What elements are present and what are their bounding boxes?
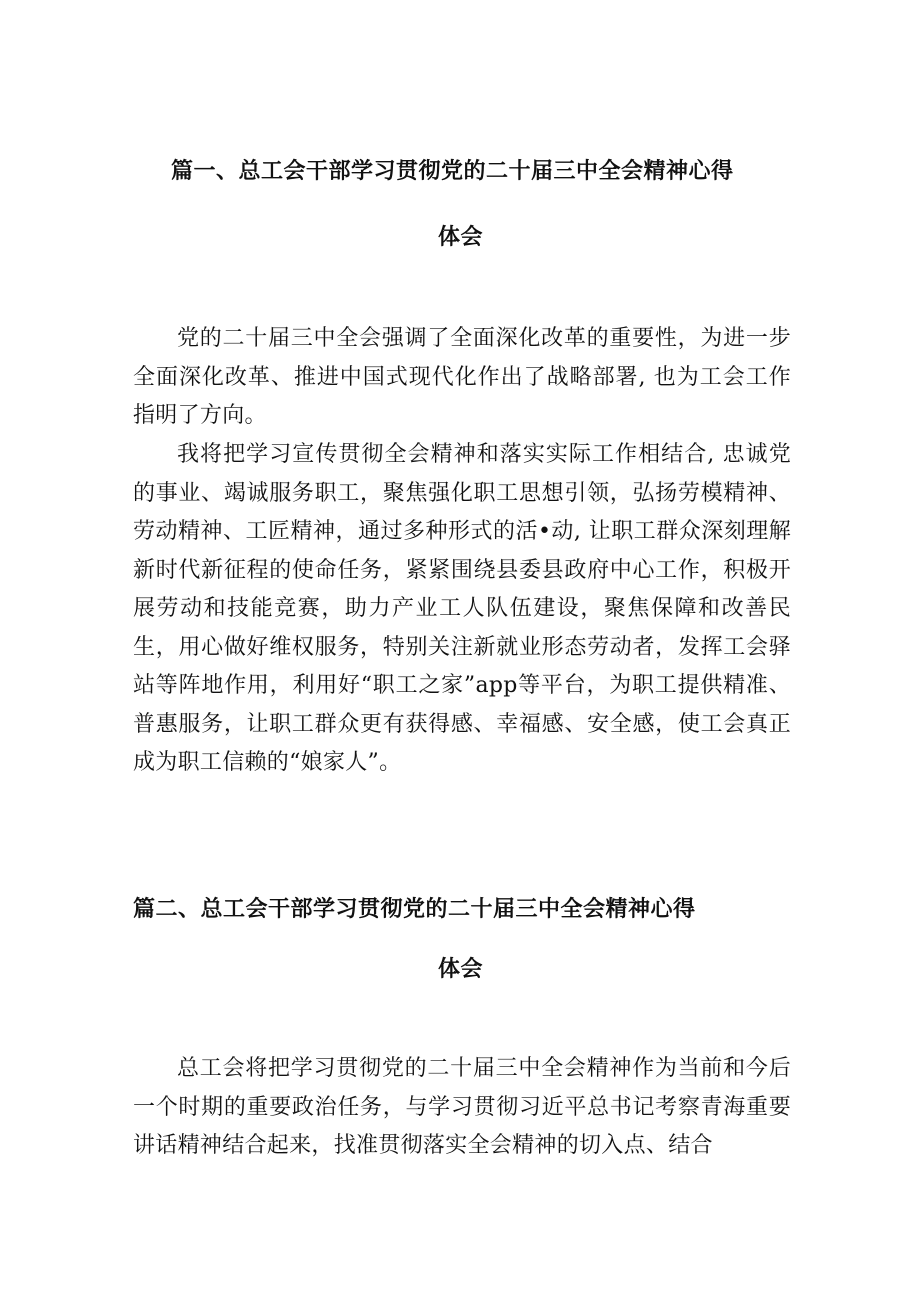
section-1-paragraph-2: 我将把学习宣传贯彻全会精神和落实实际工作相结合, 忠诚党的事业、竭诚服务职工，聚焦强化职工思想引领，弘扬劳模精神、劳动精神、工匠精神，通过多种形式的活•动, 让职工群众深刻理解新时代新征程的使命任务，紧紧围绕县委县政府中心工作，积极开展劳动和技能竞赛，助力产业工人队伍建设，聚焦保障和改善民生，用心做好维权服务，特别关注新就业形态劳动者，发挥工会驿站等阵地作用，利用好“职工之家”app等平台，为职工提供精准、普惠服务，让职工群众更有获得感、幸福感、安全感，使工会真正成为职工信赖的“娘家人”。 xyxy=(133,442,791,775)
section-1-title-line-2: 体会 xyxy=(438,225,484,250)
section-1-paragraph-1: 党的二十届三中全会强调了全面深化改革的重要性，为进一步全面深化改革、推进中国式现代化作出了战略部署, 也为工会工作指明了方向。 xyxy=(133,326,791,428)
section-2-paragraph-1: 总工会将把学习贯彻党的二十届三中全会精神作为当前和今后一个时期的重要政治任务，与学习贯彻习近平总书记考察青海重要讲话精神结合起来，找准贯彻落实全会精神的切入点、结合 xyxy=(133,1056,791,1158)
section-2-title-line-2: 体会 xyxy=(438,957,484,982)
section-1-title-line-1: 篇一、总工会干部学习贯彻党的二十届三中全会精神心得 xyxy=(171,159,734,184)
section-2-title-line-1: 篇二、总工会干部学习贯彻党的二十届三中全会精神心得 xyxy=(133,897,696,922)
